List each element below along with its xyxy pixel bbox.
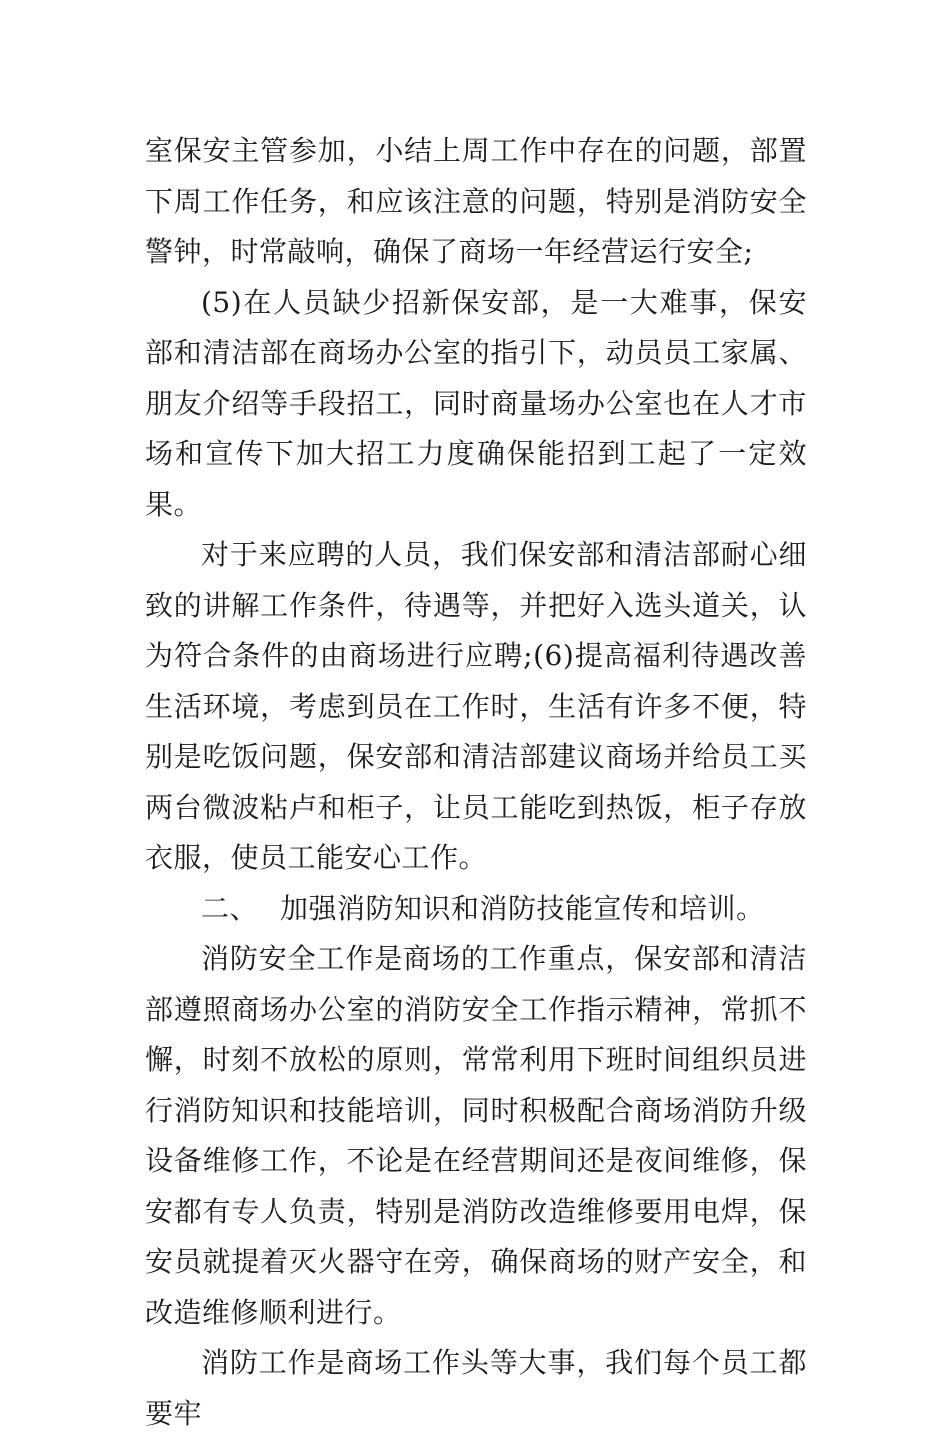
document-body xyxy=(145,126,807,1439)
section-title: 加强消防知识和消防技能宣传和培训。 xyxy=(280,891,765,925)
paragraph-item-5: (5)在人员缺少招新保安部，是一大难事，保安部和清洁部在商场办公室的指引下，动员员工家属、朋友介绍等手段招工，同时商量场办公室也在人才市场和宣传下加大招工力度确保能招到工起了一定效果。 xyxy=(145,285,807,521)
paragraph-continued: 室保安主管参加，小结上周工作中存在的问题，部置下周工作任务，和应该注意的问题，特别是消防安全警钟，时常敲响，确保了商场一年经营运行安全; xyxy=(145,134,807,268)
paragraph-fire-work: 消防工作是商场工作头等大事，我们每个员工都要牢 xyxy=(145,1346,807,1430)
paragraph-fire-safety: 消防安全工作是商场的工作重点，保安部和清洁部遵照商场办公室的消防安全工作指示精神，常抓不懈，时刻不放松的原则，常常利用下班时间组织员进行消防知识和技能培训，同时积极配合商场消防升级设备维修工作，不论是在经营期间还是夜间维修，保安都有专人负责，特别是消防改造维修要用电焊，保安员就提着灭火器守在旁，确保商场的财产安全，和改造维修顺利进行。 xyxy=(145,942,807,1329)
section-number: 二、 xyxy=(201,891,259,925)
section-heading xyxy=(145,884,807,935)
paragraph-applicants: 对于来应聘的人员，我们保安部和清洁部耐心细致的讲解工作条件，待遇等，并把好入选头道关，认为符合条件的由商场进行应聘;(6)提高福利待遇改善生活环境，考虑到员在工作时，生活有许多不便，特别是吃饭问题，保安部和清洁部建议商场并给员工买两台微波粘卢和柜子，让员工能吃到热饭，柜子存放衣服，使员工能安心工作。 xyxy=(145,538,807,874)
